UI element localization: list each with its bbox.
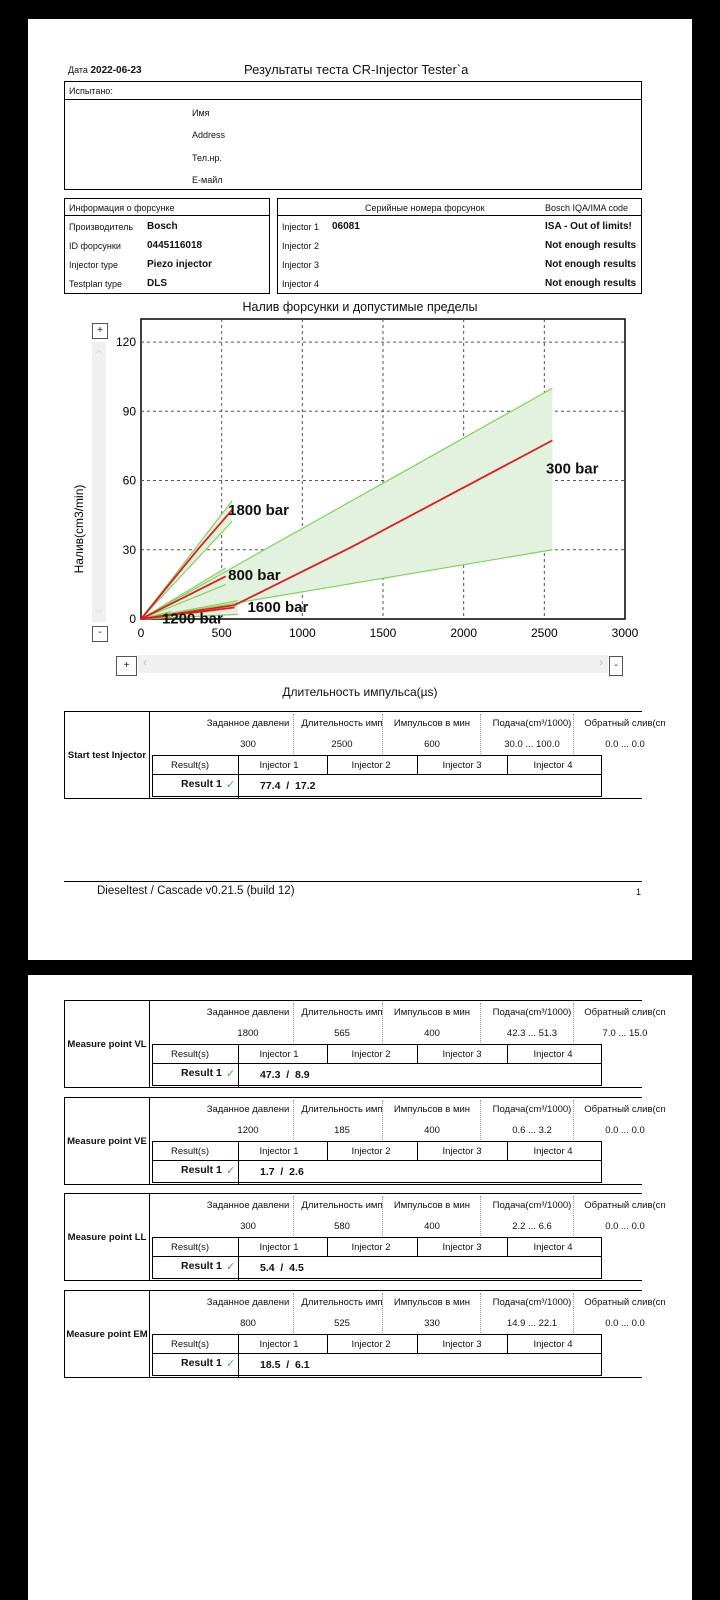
- zoom-in-y-button[interactable]: +: [92, 323, 108, 339]
- result-label: Result 1: [181, 778, 222, 790]
- column-value-2: 525: [334, 1318, 350, 1329]
- y-scrollbar[interactable]: [92, 342, 106, 622]
- column-value-4: 0.6 ... 3.2: [512, 1125, 552, 1136]
- result-label: Result 1: [181, 1067, 222, 1079]
- column-header-1: Заданное давлени: [206, 1007, 290, 1018]
- pass-check-icon: ✓: [226, 1165, 236, 1177]
- result-header-3: Injector 2: [351, 1146, 391, 1157]
- zoom-out-y-button[interactable]: -: [92, 626, 108, 642]
- column-header-2: Длительность имп: [301, 1007, 383, 1018]
- manufacturer-value: Bosch: [147, 221, 178, 232]
- result-label: Result 1: [181, 1357, 222, 1369]
- injector-4-label: Injector 4: [282, 279, 320, 289]
- x-tick-label: 1000: [288, 626, 316, 640]
- test-block-measure-point-ll: [64, 1193, 666, 1281]
- result-header-4: Injector 3: [442, 1146, 482, 1157]
- test-name: Measure point VE: [65, 1098, 150, 1184]
- series-label-1200-bar: 1200 bar: [161, 610, 223, 628]
- result-header-3: Injector 2: [351, 1339, 391, 1350]
- y-tick-label: 90: [122, 404, 136, 419]
- column-value-5: 7.0 ... 15.0: [602, 1028, 648, 1039]
- column-header-5: Обратный слив(cn: [584, 1007, 666, 1018]
- report-page-2: [28, 975, 692, 1600]
- pass-check-icon: ✓: [226, 1261, 236, 1273]
- x-tick-label: 2500: [530, 626, 558, 640]
- series-label-1800-bar: 1800 bar: [228, 502, 290, 520]
- date-value: 2022-06-23: [90, 65, 142, 76]
- result-header-5: Injector 4: [533, 760, 573, 771]
- column-value-1: 800: [240, 1318, 256, 1329]
- customer-phone-label: Тел.нр.: [192, 153, 222, 163]
- result-table: [152, 1141, 602, 1183]
- result-header-3: Injector 2: [351, 1242, 391, 1253]
- column-header-2: Длительность имп: [301, 1200, 383, 1211]
- test-block-measure-point-vl: [64, 1000, 666, 1088]
- result-table: [152, 1237, 602, 1279]
- column-value-5: 0.0 ... 0.0: [605, 1318, 645, 1329]
- pass-check-icon: ✓: [226, 1068, 236, 1080]
- serials-header: Серийные номера форсунок: [365, 203, 485, 213]
- scroll-right-icon: ›: [599, 657, 603, 669]
- column-header-4: Подача(cm³/1000): [492, 1104, 572, 1115]
- column-value-2: 185: [334, 1125, 350, 1136]
- test-name: Start test Injector: [65, 712, 150, 798]
- injector-1-code: ISA - Out of limits!: [545, 221, 632, 232]
- column-value-4: 42.3 ... 51.3: [506, 1028, 558, 1039]
- result-table: [152, 1044, 602, 1086]
- test-block-measure-point-em: [64, 1290, 666, 1378]
- chart-y-axis-title: Налив(cm3/min): [72, 484, 86, 574]
- zoom-in-x-button[interactable]: +: [116, 656, 137, 676]
- date-label: Дата: [68, 65, 88, 75]
- column-value-4: 14.9 ... 22.1: [506, 1318, 558, 1329]
- column-header-5: Обратный слив(cn: [584, 1200, 666, 1211]
- injector-2-label: Injector 2: [282, 241, 320, 251]
- manufacturer-label: Производитель: [69, 222, 134, 232]
- test-block-measure-point-ve: [64, 1097, 666, 1185]
- date-row: [68, 65, 142, 76]
- injector-1-serial: 06081: [332, 221, 360, 232]
- result-header-2: Injector 1: [259, 1339, 299, 1350]
- column-header-1: Заданное давлени: [206, 718, 290, 729]
- x-tick-label: 2000: [450, 626, 478, 640]
- injector-id-value: 0445116018: [147, 240, 203, 251]
- column-header-3: Импульсов в мин: [393, 1007, 471, 1018]
- y-tick-label: 30: [122, 542, 136, 557]
- scroll-left-icon: ‹: [143, 657, 147, 669]
- column-value-4: 30.0 ... 100.0: [504, 739, 560, 750]
- column-value-1: 1800: [237, 1028, 259, 1039]
- result-header-2: Injector 1: [259, 760, 299, 771]
- column-header-4: Подача(cm³/1000): [492, 1007, 572, 1018]
- result-header-5: Injector 4: [533, 1049, 573, 1060]
- x-tick-label: 500: [211, 626, 232, 640]
- x-tick-label: 1500: [369, 626, 397, 640]
- column-value-1: 300: [240, 739, 256, 750]
- result-value-injector-1: 5.4 / 4.5: [260, 1262, 304, 1274]
- injector-type-value: Piezo injector: [147, 259, 213, 270]
- test-name: Measure point EM: [65, 1291, 150, 1377]
- footer-app-version: Dieseltest / Cascade v0.21.5 (build 12): [97, 885, 295, 897]
- column-header-4: Подача(cm³/1000): [492, 1200, 572, 1211]
- testplan-type-label: Testplan type: [69, 279, 123, 289]
- result-header-2: Injector 1: [259, 1146, 299, 1157]
- injector-info-box: [64, 198, 270, 294]
- scroll-up-icon: ︿: [95, 346, 103, 355]
- column-value-5: 0.0 ... 0.0: [605, 1125, 645, 1136]
- result-header-4: Injector 3: [442, 1242, 482, 1253]
- injector-2-code: Not enough results: [545, 240, 637, 251]
- column-header-3: Импульсов в мин: [393, 1297, 471, 1308]
- injector-id-label: ID форсунки: [69, 241, 121, 251]
- result-header-2: Injector 1: [259, 1049, 299, 1060]
- report-page-1: [28, 19, 692, 960]
- result-header-2: Injector 1: [259, 1242, 299, 1253]
- column-value-1: 1200: [237, 1125, 259, 1136]
- column-value-3: 330: [424, 1318, 440, 1329]
- column-value-3: 400: [424, 1028, 440, 1039]
- column-value-2: 2500: [331, 739, 353, 750]
- pass-check-icon: ✓: [226, 779, 236, 791]
- result-header-3: Injector 2: [351, 1049, 391, 1060]
- column-value-2: 565: [334, 1028, 350, 1039]
- tested-by-box: [64, 81, 642, 190]
- result-header-3: Injector 2: [351, 760, 391, 771]
- column-value-1: 300: [240, 1221, 256, 1232]
- column-value-5: 0.0 ... 0.0: [605, 1221, 645, 1232]
- x-tick-label: 3000: [611, 626, 639, 640]
- pass-check-icon: ✓: [226, 1358, 236, 1370]
- serials-box: [277, 198, 642, 294]
- column-header-5: Обратный слив(cn: [584, 1104, 666, 1115]
- result-label: Result 1: [181, 1164, 222, 1176]
- injector-3-code: Not enough results: [545, 259, 637, 270]
- result-header-5: Injector 4: [533, 1242, 573, 1253]
- result-header-1: Result(s): [170, 1242, 209, 1253]
- result-header-1: Result(s): [170, 1049, 209, 1060]
- column-header-2: Длительность имп: [301, 1297, 383, 1308]
- column-value-5: 0.0 ... 0.0: [605, 739, 645, 750]
- result-header-1: Result(s): [170, 1146, 209, 1157]
- injector-3-label: Injector 3: [282, 260, 320, 270]
- report-title: Результаты теста CR-Injector Tester`а: [244, 62, 469, 77]
- result-value-injector-1: 47.3 / 8.9: [260, 1069, 310, 1081]
- test-name: Measure point LL: [65, 1194, 150, 1280]
- column-header-3: Импульсов в мин: [393, 718, 471, 729]
- column-header-2: Длительность имп: [301, 718, 383, 729]
- result-header-4: Injector 3: [442, 1049, 482, 1060]
- footer-page-number: 1: [636, 887, 642, 897]
- series-label-800-bar: 800 bar: [228, 566, 281, 584]
- y-tick-label: 120: [115, 335, 136, 350]
- injector-4-code: Not enough results: [545, 278, 637, 289]
- column-header-1: Заданное давлени: [206, 1297, 290, 1308]
- column-header-1: Заданное давлени: [206, 1104, 290, 1115]
- result-header-1: Result(s): [170, 1339, 209, 1350]
- tested-label: Испытано:: [69, 86, 113, 96]
- customer-address-label: Address: [192, 130, 226, 140]
- y-tick-label: 0: [129, 612, 136, 626]
- scroll-down-icon: ﹀: [95, 609, 103, 618]
- testplan-type-value: DLS: [147, 278, 167, 289]
- column-header-5: Обратный слив(cn: [584, 1297, 666, 1308]
- column-header-4: Подача(cm³/1000): [492, 718, 572, 729]
- x-tick-label: 0: [137, 626, 145, 640]
- zoom-out-x-button[interactable]: -: [609, 656, 623, 676]
- result-header-4: Injector 3: [442, 760, 482, 771]
- series-label-1600-bar: 1600 bar: [247, 599, 309, 617]
- chart-x-axis-title: Длительность импульса(µs): [282, 685, 438, 699]
- column-value-3: 600: [424, 739, 440, 750]
- injection-chart: [28, 309, 692, 709]
- series-label-300-bar: 300 bar: [545, 460, 599, 478]
- column-value-4: 2.2 ... 6.6: [512, 1221, 552, 1232]
- column-value-3: 400: [424, 1125, 440, 1136]
- column-header-2: Длительность имп: [301, 1104, 383, 1115]
- x-scrollbar[interactable]: [138, 655, 608, 673]
- customer-name-label: Имя: [192, 108, 210, 118]
- result-value-injector-1: 77.4 / 17.2: [260, 780, 316, 792]
- injector-info-header: Информация о форсунке: [69, 203, 175, 213]
- chart-title: Налив форсунки и допустимые пределы: [242, 300, 478, 314]
- injector-type-label: Injector type: [69, 260, 119, 270]
- test-block-start-test-injector: [64, 711, 666, 799]
- column-value-2: 580: [334, 1221, 350, 1232]
- column-header-1: Заданное давлени: [206, 1200, 290, 1211]
- result-header-1: Result(s): [170, 760, 209, 771]
- column-header-4: Подача(cm³/1000): [492, 1297, 572, 1308]
- column-header-3: Импульсов в мин: [393, 1200, 471, 1211]
- column-header-5: Обратный слив(cn: [584, 718, 666, 729]
- injector-1-label: Injector 1: [282, 222, 320, 232]
- result-header-5: Injector 4: [533, 1146, 573, 1157]
- column-value-3: 400: [424, 1221, 440, 1232]
- column-header-3: Импульсов в мин: [393, 1104, 471, 1115]
- result-header-5: Injector 4: [533, 1339, 573, 1350]
- result-table: [152, 1334, 602, 1376]
- result-value-injector-1: 18.5 / 6.1: [260, 1359, 310, 1371]
- result-label: Result 1: [181, 1260, 222, 1272]
- result-table: [152, 755, 602, 797]
- customer-email-label: E-майл: [192, 175, 223, 185]
- result-value-injector-1: 1.7 / 2.6: [260, 1166, 304, 1178]
- iqa-code-header: Bosch IQA/IMA code: [545, 203, 629, 213]
- y-tick-label: 60: [122, 473, 136, 488]
- test-name: Measure point VL: [65, 1001, 150, 1087]
- result-header-4: Injector 3: [442, 1339, 482, 1350]
